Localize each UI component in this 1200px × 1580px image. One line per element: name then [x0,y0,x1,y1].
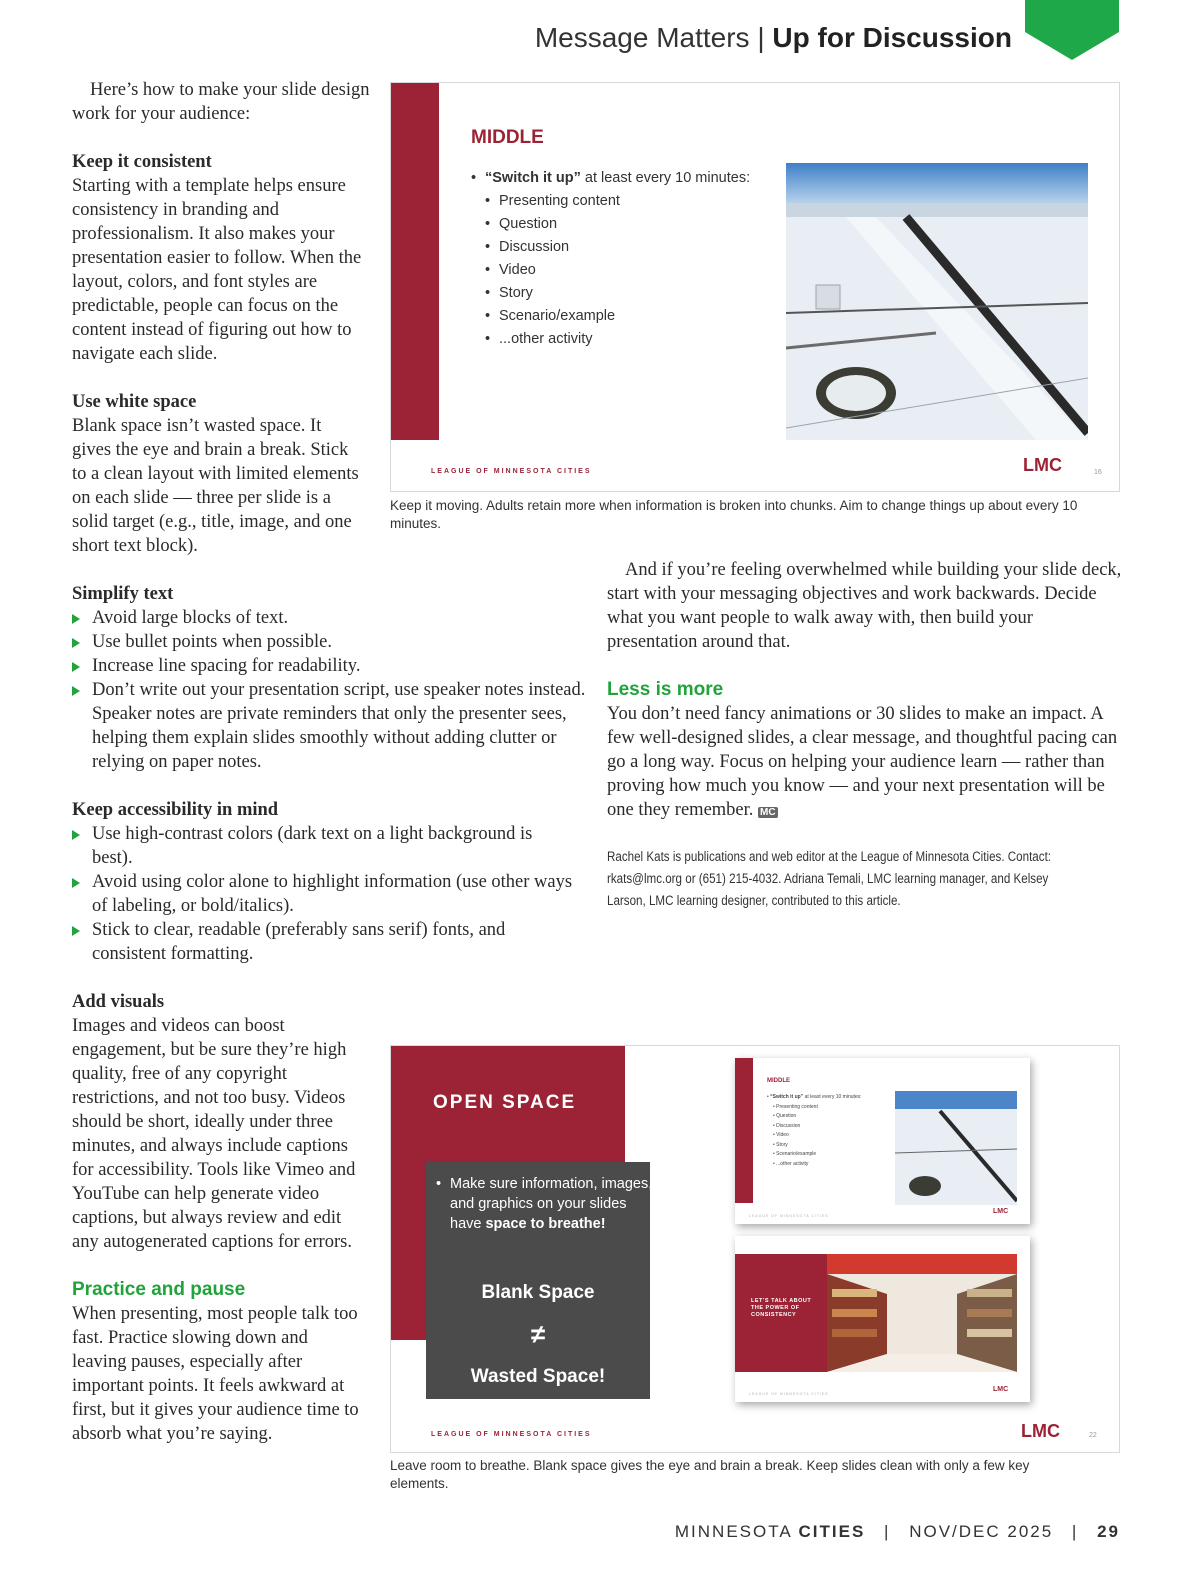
aerial-winter-road-image [786,163,1088,440]
section-heading: Add visuals [72,992,165,1012]
slide-footer-org: LEAGUE OF MINNESOTA CITIES [431,1431,592,1438]
left-column-middle [72,582,587,966]
page-number: 29 [1097,1522,1120,1541]
footer-separator: | [884,1522,891,1541]
thumbnail-text: LET’S TALK ABOUT THE POWER OF CONSISTENCY [751,1298,812,1318]
list-item: Use bullet points when possible. [72,630,587,654]
slide-sub-item: • Story [485,285,533,301]
triangle-bullet-icon [72,878,80,888]
slide-sub-item: • Discussion [485,239,570,255]
blank-space-text: Blank Space [481,1282,595,1303]
list-item: Stick to clear, readable (preferably sans serif) fonts, and consistent formatting. [72,918,577,966]
left-column-bottom [72,990,360,1446]
not-equal-icon: ≠ [530,1319,546,1349]
slide2-caption: Leave room to breathe. Blank space gives the eye and brain a break. Keep slides clean with only a few key elements. [390,1458,1030,1491]
intro-paragraph: Here’s how to make your slide design work for your audience: [72,80,370,124]
slide-sub-item: • Scenario/example [485,308,616,324]
slide-open-space [390,1045,1120,1453]
slide-middle [390,82,1120,492]
left-column-top [72,78,372,558]
page-header [0,22,1012,54]
page-footer [0,1522,1120,1542]
list-item: Avoid using color alone to highlight information (use other ways of labeling, or bold/italics). [72,870,577,918]
magazine-name-bold: CITIES [798,1522,866,1541]
triangle-bullet-icon [72,638,80,648]
section-heading: Simplify text [72,584,174,604]
lmc-logo: LMC [1023,455,1062,475]
slide-footer-org: LEAGUE OF MINNESOTA CITIES [431,468,592,475]
simplify-text-list [72,606,587,774]
thumbnail-list: • “Switch it up” at least every 10 minutes: • Presenting content • Question • Discussion • Video • Story • Scenario/example • ...other activity [767,1094,862,1167]
slide-callout-box [426,1162,653,1399]
header-section: Message Matters [534,22,750,53]
section-heading: Keep accessibility in mind [72,800,279,820]
slide-title: MIDDLE [471,127,544,148]
slide-sub-item: • Presenting content [485,193,620,209]
triangle-bullet-icon [72,830,80,840]
footer-separator: | [1071,1522,1079,1541]
thumbnail-title: MIDDLE [767,1078,790,1084]
slide-lead-bullet: • “Switch it up” at least every 10 minutes: [471,170,751,186]
section-tab-icon [1025,0,1119,60]
slide-title: OPEN SPACE [433,1092,577,1113]
header-title: Up for Discussion [772,22,1012,53]
list-item: Use high-contrast colors (dark text on a light background is best). [72,822,577,870]
store-aisle-image [827,1254,1017,1372]
slide1-caption: Keep it moving. Adults retain more when information is broken into chunks. Aim to change things up about every 10 minutes. [390,498,1078,531]
slide-lead-rest: at least every 10 minutes: [580,170,751,186]
lmc-logo: LMC [1021,1421,1060,1441]
thumbnail-footer: LEAGUE OF MINNESOTA CITIES [749,1214,829,1218]
closing-paragraph: And if you’re feeling overwhelmed while building your slide deck, start with your messaging objectives and work backwards. Decide what you want people to walk away with, then build your presentation around that. [607,560,1122,652]
section-heading: Use white space [72,392,197,412]
section-body: Images and videos can boost engagement, but be sure they’re high quality, free of any copyright restrictions, and not too busy. Videos should be short, ideally under three minutes, and always include captions for accessibility. Tools like Vimeo and YouTube can help generate video captions, but always review and edit any autogenerated captions for errors. [72,1016,356,1252]
triangle-bullet-icon [72,662,80,672]
header-separator: | [757,22,765,53]
thumbnail-footer: LEAGUE OF MINNESOTA CITIES [749,1392,829,1396]
slide-lead-bold: “Switch it up” [485,170,581,186]
list-item: Don’t write out your presentation script, use speaker notes instead. Speaker notes are private reminders that only the presenter sees, helping them explain slides smoothly without adding clutter or relying on paper notes. [72,678,587,774]
list-item: Avoid large blocks of text. [72,606,587,630]
triangle-bullet-icon [72,686,80,696]
thumbnail-lmc-logo: LMC [993,1208,1009,1215]
right-column [607,558,1122,825]
slide-page-number: 22 [1089,1432,1097,1439]
less-is-more-body: You don’t need fancy animations or 30 slides to make an impact. A few well-designed slides, a clear message, and thoughtful pacing can go a long way. Focus on helping your audience learn — rather than proving how much you know — and your next presentation will be one they remember. MC [607,704,1118,820]
slide-thumbnail-middle [735,1058,1030,1224]
triangle-bullet-icon [72,614,80,624]
section-body: Blank space isn’t wasted space. It gives the eye and brain a break. Stick to a clean layout with limited elements on each slide — three per slide is a solid target (e.g., title, image, and one short text block). [72,416,359,556]
section-body: Starting with a template helps ensure consistency in branding and professionalism. It also makes your presentation easier to follow. When the layout, colors, and font styles are predictable, people can focus on the content instead of figuring out how to navigate each slide. [72,176,362,364]
triangle-bullet-icon [72,926,80,936]
issue-date: NOV/DEC 2025 [909,1522,1054,1541]
slide-thumbnail-consistency [735,1236,1030,1402]
practice-heading: Practice and pause [72,1279,246,1300]
accessibility-list [72,822,577,966]
slide-page-number: 16 [1094,469,1102,476]
less-is-more-heading: Less is more [607,679,724,700]
magazine-name: MINNESOTA [674,1522,792,1541]
thumbnail-road-image [895,1091,1017,1205]
slide-sub-item: • ...other activity [485,331,593,347]
slide-accent-bar [391,83,439,440]
thumbnail-lmc-logo: LMC [993,1386,1009,1393]
slide-sub-item: • Video [485,262,536,278]
section-body: When presenting, most people talk too fast. Practice slowing down and leaving pauses, especially after important points. It feels awkward at first, but it gives your audience time to absorb what you’re saying. [72,1304,359,1444]
section-heading: Keep it consistent [72,152,212,172]
end-mark-icon: MC [760,807,776,818]
wasted-space-text: Wasted Space! [470,1366,606,1387]
slide-bullet-list [471,167,771,351]
author-byline: Rachel Kats is publications and web editor at the League of Minnesota Cities. Contact: rkats@lmc.org or (651) 215-4032. Adriana Temali, LMC learning manager, and Kelsey Larson, LMC learning designer, contributed to this article. [607,849,1052,908]
slide-sub-item: • Question [485,216,558,232]
list-item: Increase line spacing for readability. [72,654,587,678]
callout-bullet: • Make sure information, images, and graphics on your slides have space to breathe! [436,1176,653,1232]
